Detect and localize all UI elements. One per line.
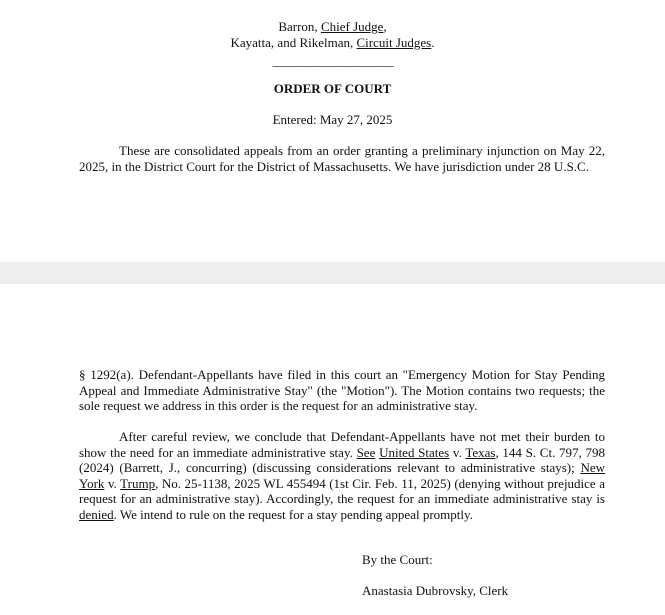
page-top xyxy=(0,0,665,262)
panel-line-1 xyxy=(0,19,665,35)
case-party: Trump xyxy=(120,475,156,491)
chief-judge-title: Chief Judge xyxy=(320,19,384,34)
chief-judge-name: Barron, xyxy=(278,19,321,34)
paragraph-3-text: , No. 25-1138, 2025 WL 455494 (1st Cir. Feb. 11, 2025) (denying without prejudice a request for an administrative stay). Accordingly, the request for an immediate administrative stay is xyxy=(79,475,605,506)
signature-by-court: By the Court: xyxy=(362,552,433,567)
signature-clerk: Anastasia Dubrovsky, Clerk xyxy=(362,583,509,598)
paragraph-3-text: . We intend to rule on the request for a stay pending appeal promptly. xyxy=(113,506,473,522)
case-party: Texas xyxy=(465,444,496,460)
divider-rule: ________________________ xyxy=(272,54,393,68)
versus: v. xyxy=(104,475,121,491)
punctuation: , xyxy=(383,19,387,34)
punctuation: . xyxy=(431,35,435,50)
panel-line-2 xyxy=(0,35,665,51)
case-party: New York xyxy=(79,460,605,491)
page-bottom xyxy=(0,284,665,615)
case-party: United States xyxy=(379,444,450,460)
paragraph-3-text: After careful review, we conclude that Defendant-Appellants have not met their burden to show the need for an immediate administrative stay. xyxy=(79,429,605,460)
circuit-judges-names: Kayatta, and Rikelman, xyxy=(230,35,357,50)
paragraph-3 xyxy=(79,429,605,522)
entered-date: Entered: May 27, 2025 xyxy=(272,112,393,127)
citation-signal: See xyxy=(356,444,376,460)
versus: v. xyxy=(449,444,466,460)
paragraph-1: These are consolidated appeals from an order granting a preliminary injunction on May 22, 2025, in the District Court for the District of Massachusetts. We have jurisdiction under 28 U.S.C. xyxy=(79,143,605,174)
order-title: ORDER OF COURT xyxy=(273,81,392,96)
page-break xyxy=(0,262,665,284)
ruling-denied: denied xyxy=(79,506,114,522)
circuit-judges-title: Circuit Judges xyxy=(356,35,432,50)
paragraph-2: § 1292(a). Defendant-Appellants have filed in this court an "Emergency Motion for Stay Pending Appeal and Immediate Administrative Stay" (the "Motion"). The Motion contains two requests; the sole request we address in this order is the request for an administrative stay. xyxy=(79,367,605,413)
paragraph-3-text: , 144 S. Ct. 797, 798 (2024) (Barrett, J., concurring) (discussing considerations relevant to administrative stays); xyxy=(79,444,606,475)
